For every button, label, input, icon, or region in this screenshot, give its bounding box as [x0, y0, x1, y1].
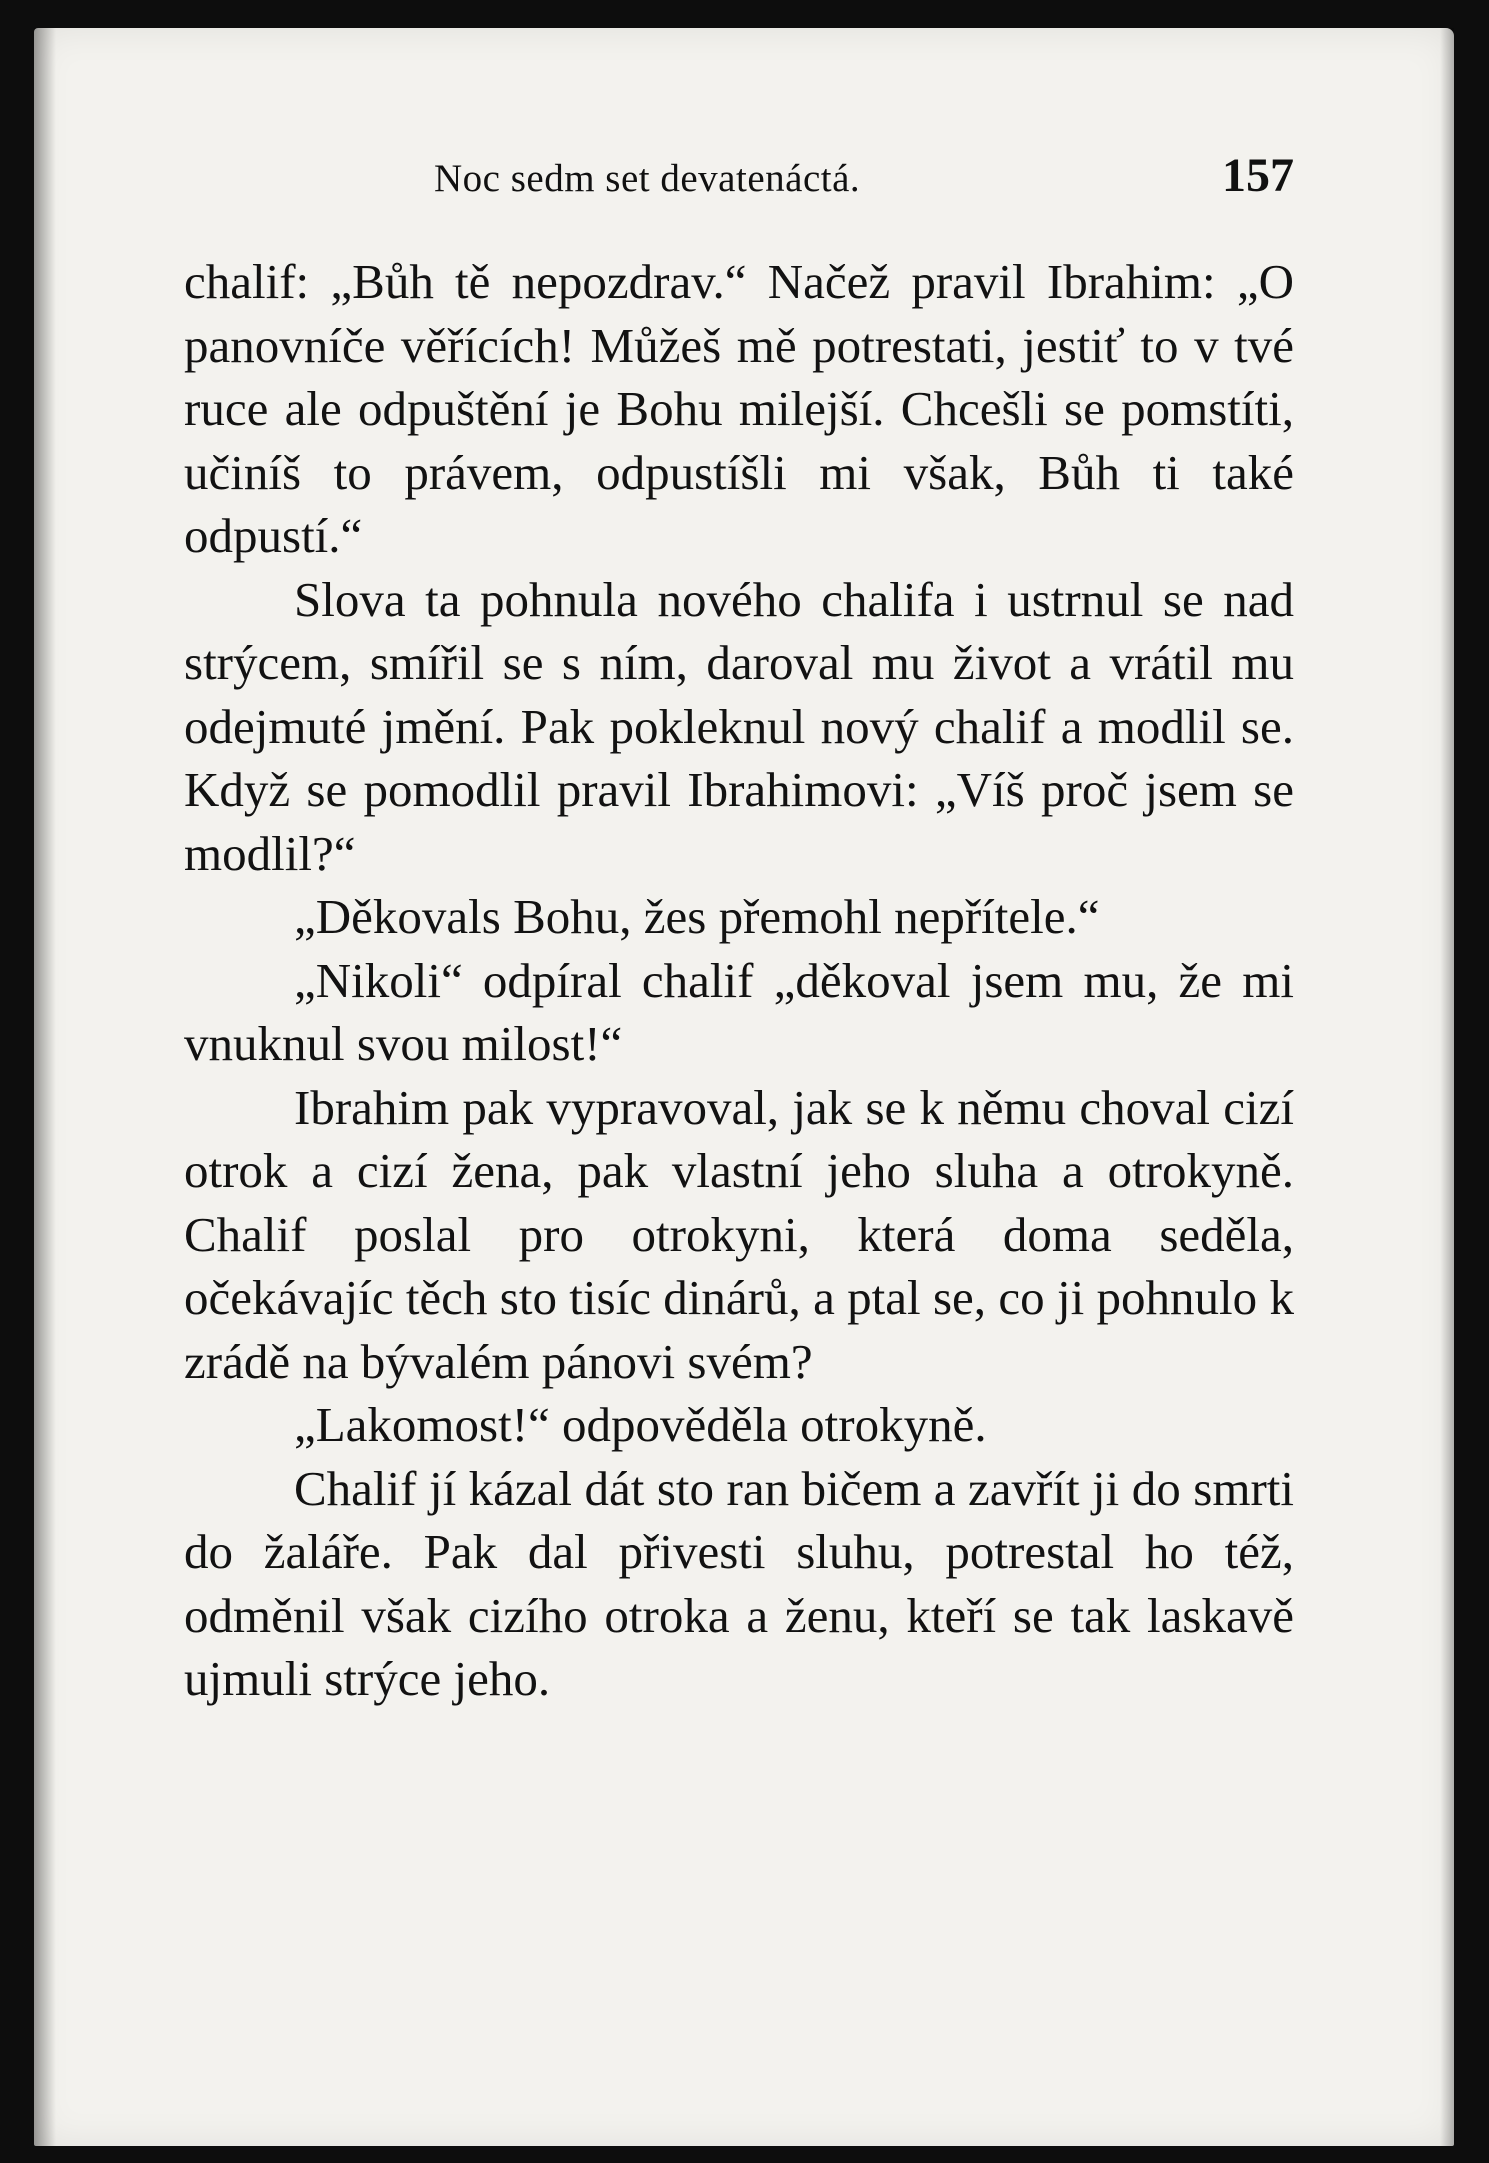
paragraph-6: „Lakomost!“ odpověděla otrokyně.	[294, 1397, 987, 1452]
paragraph-2: Slova ta pohnula nového chalifa i ustrnul se nad strýcem, smířil se s ním, daroval mu život a vrátil mu odejmuté jmění. Pak pokleknul nový chalif a modlil se. Když se pomodlil pravil Ibrahimovi: „Víš proč jsem se modlil?“	[184, 571, 1294, 881]
paragraph-5: Ibrahim pak vypravoval, jak se k němu choval cizí otrok a cizí žena, pak vlastní jeho sluha a otrokyně. Chalif poslal pro otrokyni, která doma seděla, očekávajíc těch sto tisíc dinárů, a ptal se, co ji pohnulo k zrádě na bývalém pánovi svém?	[184, 1079, 1294, 1389]
paragraph-3: „Děkovals Bohu, žes přemohl nepřítele.“	[294, 889, 1100, 944]
running-title: Noc sedm set devatenáctá.	[434, 157, 861, 200]
page-number: 157	[1222, 149, 1294, 202]
body-text	[184, 250, 1294, 1711]
paragraph-1: chalif: „Bůh tě nepozdrav.“ Načež pravil Ibrahim: „O panovníče věřících! Můžeš mě potrestati, jestiť to v tvé ruce ale odpuštění je Bohu milejší. Chcešli se pomstíti, učiníš to právem, odpustíšli mi však, Bůh ti také odpustí.“	[184, 254, 1294, 563]
page-header	[434, 148, 1294, 208]
spine-shadow	[34, 28, 56, 2146]
page-edge-shadow	[1440, 28, 1454, 2146]
paragraph-4: „Nikoli“ odpíral chalif „děkoval jsem mu, že mi vnuknul svou milost!“	[184, 952, 1294, 1071]
paragraph-7: Chalif jí kázal dát sto ran bičem a zavřít ji do smrti do žaláře. Pak dal přivesti sluhu, potrestal ho též, odměnil však cizího otroka a ženu, kteří se tak laskavě ujmuli strýce jeho.	[184, 1460, 1294, 1706]
book-page	[34, 28, 1454, 2146]
